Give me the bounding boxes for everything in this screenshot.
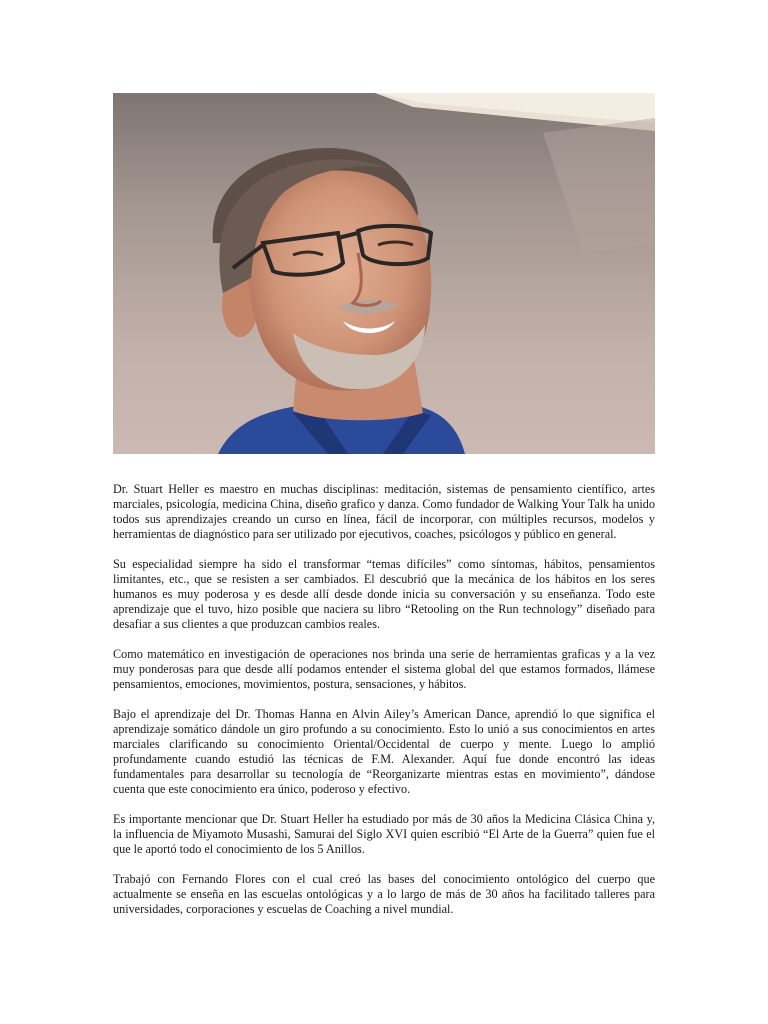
paragraph-mathematician: Como matemático en investigación de operaciones nos brinda una serie de herramientas graficas y a la vez muy ponderosas para que desde allí podamos entender el sistema global del que estamos formados, llámese pensamientos, emociones, movimientos, postura, sensaciones, y hábitos.	[113, 647, 655, 691]
biography-text	[113, 482, 655, 932]
paragraph-chinese-medicine: Es importante mencionar que Dr. Stuart Heller ha estudiado por más de 30 años la Medicina Clásica China y, la influencia de Miyamoto Musashi, Samurai del Siglo XVI quien escribió “El Arte de la Guerra” quien fue el que le aportó todo el conocimiento de los 5 Anillos.	[113, 812, 655, 856]
portrait-photo	[113, 93, 655, 454]
paragraph-ontological: Trabajó con Fernando Flores con el cual creó las bases del conocimiento ontológico del cuerpo que actualmente se enseña en las escuelas ontológicas y a lo largo de más de 30 años ha facilitado talleres para universidades, corporaciones y escuelas de Coaching a nivel mundial.	[113, 872, 655, 916]
paragraph-specialty: Su especialidad siempre ha sido el transformar “temas difíciles” como síntomas, hábitos, pensamientos limitantes, etc., que se resisten a ser cambiados. El descubrió que la mecánica de los hábitos en los seres humanos es muy poderosa y es desde allí desde donde inicia su conversación y su enseñanza. Todo este aprendizaje que el tuvo, hizo posible que naciera su libro “Retooling on the Run technology” diseñado para desafiar a sus clientes a que produzcan cambios reales.	[113, 557, 655, 631]
paragraph-somatic-learning: Bajo el aprendizaje del Dr. Thomas Hanna en Alvin Ailey’s American Dance, aprendió lo que significa el aprendizaje somático dándole un giro profundo a su conocimiento. Esto lo unió a sus conocimientos en artes marciales clarificando su conocimiento Oriental/Occidental de cuerpo y mente. Luego lo amplió profundamente cuando estudió las técnicas de F.M. Alexander. Aquí fue donde encontró las ideas fundamentales para desarrollar su tecnología de “Reorganizarte mientras estas en movimiento”, dándose cuenta que este conocimiento era único, poderoso y efectivo.	[113, 707, 655, 796]
paragraph-intro: Dr. Stuart Heller es maestro en muchas disciplinas: meditación, sistemas de pensamiento científico, artes marciales, psicología, medicina China, diseño grafico y danza. Como fundador de Walking Your Talk ha unido todos sus aprendizajes creando un curso en línea, fácil de incorporar, con múltiples recursos, modelos y herramientas de diagnóstico para ser utilizado por ejecutivos, coaches, psicólogos y público en general.	[113, 482, 655, 541]
